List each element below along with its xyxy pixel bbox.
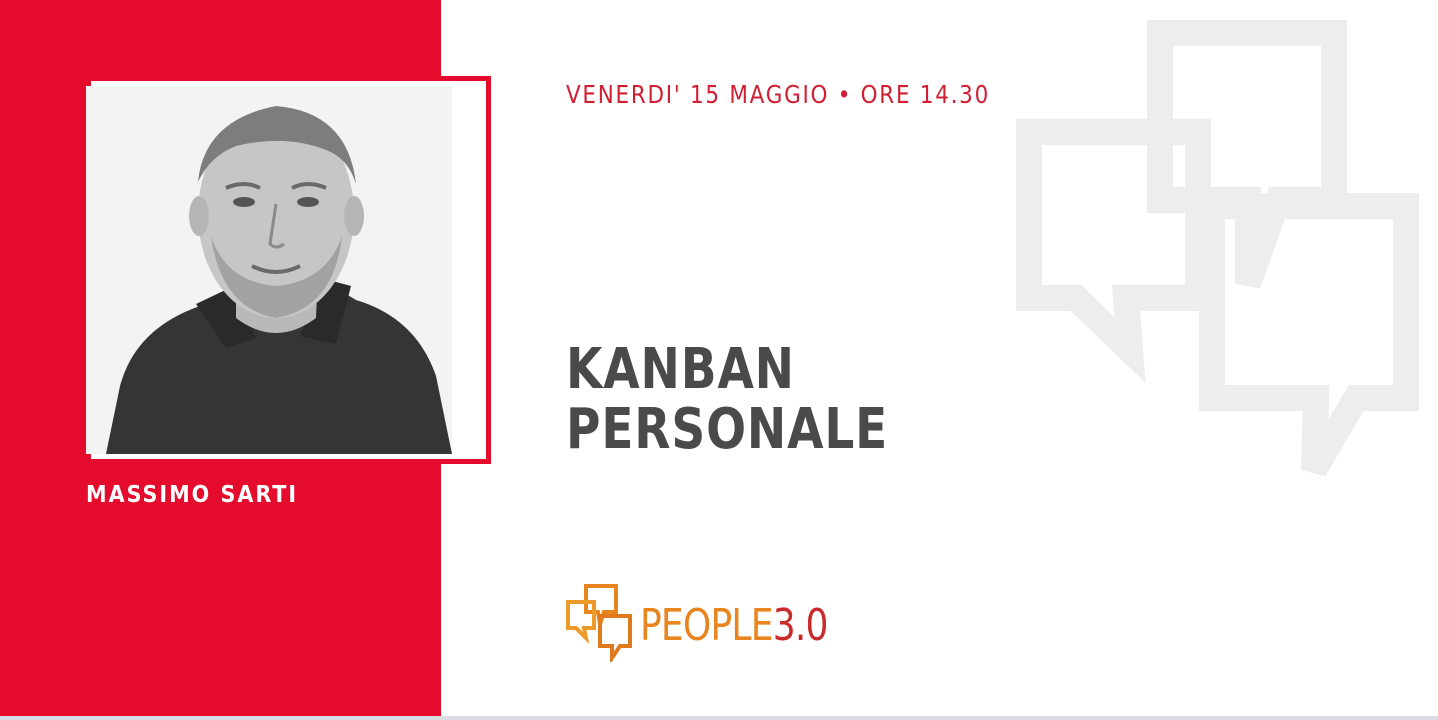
brand-wordmark <box>640 600 828 651</box>
event-title <box>566 337 889 462</box>
bottom-divider <box>0 716 1438 720</box>
speaker-photo <box>86 86 452 454</box>
speech-bubbles-icon <box>1016 20 1420 500</box>
event-date-time: VENERDI' 15 MAGGIO • ORE 14.30 <box>566 80 990 109</box>
speaker-name: MASSIMO SARTI <box>86 482 299 508</box>
event-title-line-1: KANBAN <box>566 337 795 402</box>
brand-name-part2: 3.0 <box>772 600 828 651</box>
brand-name-part1: PEOPLE <box>640 600 773 651</box>
speech-bubbles-logo-icon <box>564 582 636 666</box>
event-title-line-2: PERSONALE <box>566 397 889 462</box>
